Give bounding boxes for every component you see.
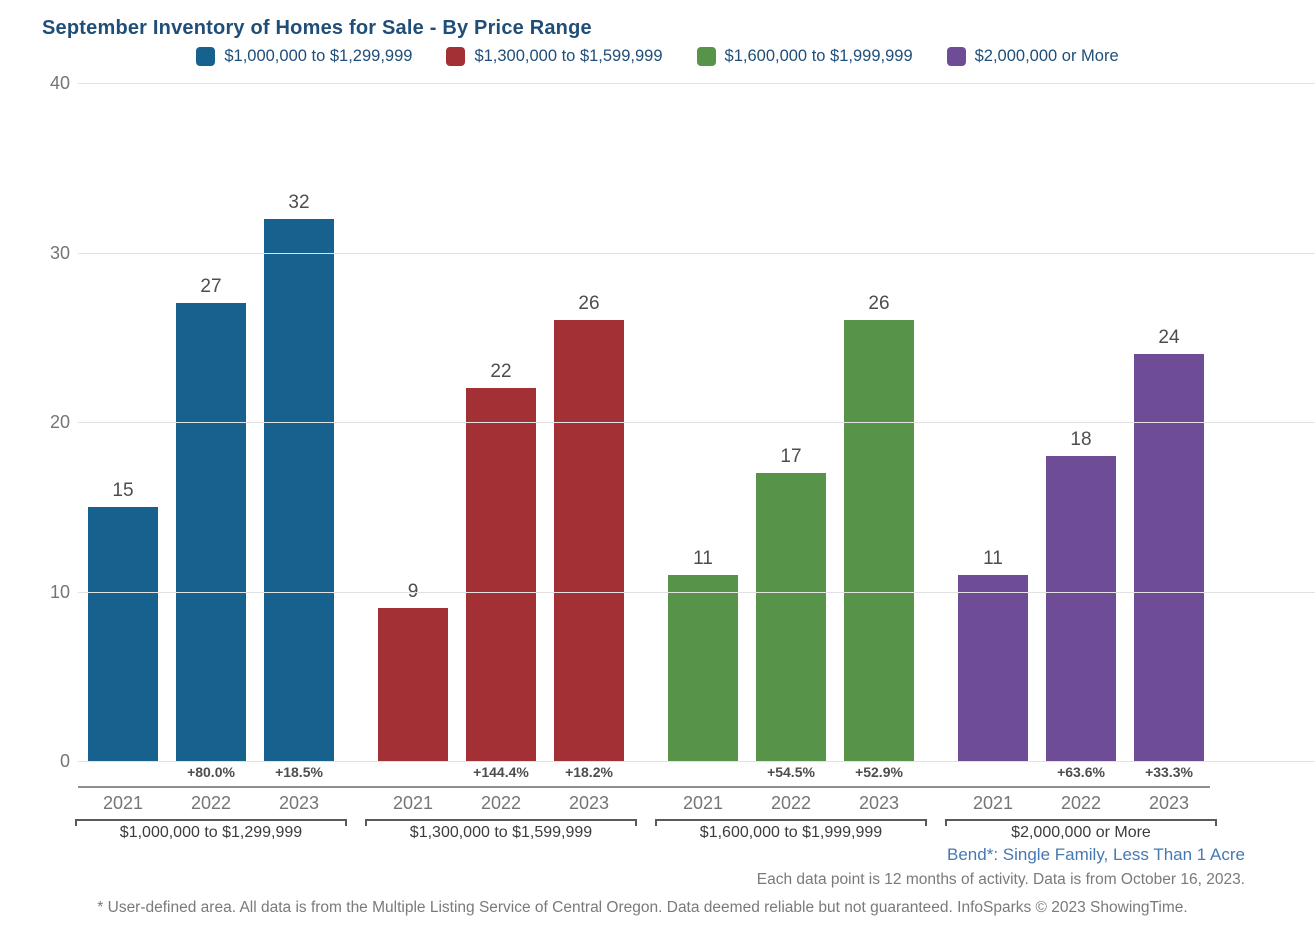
pct-change-label: +144.4% — [473, 764, 529, 780]
legend-item-label: $1,000,000 to $1,299,999 — [224, 47, 413, 65]
bar-2021-group1[interactable] — [88, 507, 158, 761]
bar-value-label: 27 — [200, 276, 222, 298]
year-label: 2021 — [972, 793, 1014, 813]
bar-2021-group2[interactable] — [378, 608, 448, 761]
legend-item-label: $1,600,000 to $1,999,999 — [724, 47, 913, 65]
pct-change-label: +63.6% — [1057, 764, 1105, 780]
pct-change-label: +52.9% — [855, 764, 903, 780]
y-axis-tick-label: 40 — [49, 73, 70, 93]
year-label: 2023 — [858, 793, 900, 813]
group-price-range-label: $1,000,000 to $1,299,999 — [119, 824, 303, 841]
bar-value-label: 11 — [693, 547, 713, 569]
bar-value-label: 26 — [868, 293, 890, 315]
legend-item-2[interactable] — [446, 47, 662, 66]
year-label: 2022 — [190, 793, 232, 813]
pct-change-label: +80.0% — [187, 764, 235, 780]
bar-2023-group1[interactable] — [264, 219, 334, 761]
data-note: Each data point is 12 months of activity. Data is from October 16, 2023. — [756, 871, 1245, 888]
legend-item-1[interactable] — [196, 47, 412, 66]
chart-title: September Inventory of Homes for Sale - By Price Range — [42, 17, 592, 39]
bar-2021-group3[interactable] — [668, 575, 738, 761]
legend — [0, 47, 1315, 66]
year-label: 2022 — [1060, 793, 1102, 813]
legend-swatch-icon — [446, 47, 465, 66]
pct-change-label: +18.2% — [565, 764, 613, 780]
bar-value-label: 22 — [490, 361, 512, 383]
bar-value-label: 15 — [112, 479, 134, 501]
gridline-y40 — [78, 83, 1315, 84]
legend-item-3[interactable] — [697, 47, 913, 66]
bar-value-label: 26 — [578, 293, 600, 315]
year-label: 2023 — [568, 793, 610, 813]
bar-2022-group2[interactable] — [466, 388, 536, 761]
bar-value-label: 18 — [1070, 428, 1092, 450]
gridline-y0 — [78, 761, 1315, 762]
bar-2023-group2[interactable] — [554, 320, 624, 761]
group-price-range-label: $2,000,000 or More — [1011, 824, 1151, 841]
legend-swatch-icon — [947, 47, 966, 66]
bar-value-label: 17 — [780, 445, 802, 467]
legend-item-label: $1,300,000 to $1,599,999 — [474, 47, 663, 65]
bar-2023-group3[interactable] — [844, 320, 914, 761]
year-label: 2023 — [278, 793, 320, 813]
bar-value-label: 11 — [983, 547, 1003, 569]
gridline-y20 — [78, 422, 1315, 423]
year-label: 2021 — [392, 793, 434, 813]
bar-2022-group4[interactable] — [1046, 456, 1116, 761]
legend-swatch-icon — [697, 47, 716, 66]
y-axis-tick-label: 20 — [49, 412, 70, 432]
year-label: 2021 — [682, 793, 724, 813]
bar-value-label: 24 — [1158, 327, 1180, 349]
bar-2022-group1[interactable] — [176, 303, 246, 761]
bar-2023-group4[interactable] — [1134, 354, 1204, 761]
bar-2021-group4[interactable] — [958, 575, 1028, 761]
x-axis-line — [78, 786, 1210, 788]
area-note: Bend*: Single Family, Less Than 1 Acre — [947, 845, 1245, 864]
year-label: 2021 — [102, 793, 144, 813]
year-label: 2022 — [770, 793, 812, 813]
y-axis-tick-label: 30 — [49, 242, 70, 263]
legend-item-4[interactable] — [947, 47, 1119, 66]
year-label: 2023 — [1148, 793, 1190, 813]
disclaimer: * User-defined area. All data is from the Multiple Listing Service of Central Oregon. Data deemed reliable but not guaranteed. InfoSparks © 2023 ShowingTime. — [97, 899, 1188, 916]
legend-swatch-icon — [196, 47, 215, 66]
group-price-range-label: $1,600,000 to $1,999,999 — [699, 824, 883, 841]
pct-change-label: +18.5% — [275, 764, 323, 780]
group-price-range-label: $1,300,000 to $1,599,999 — [409, 824, 593, 841]
bar-2022-group3[interactable] — [756, 473, 826, 761]
pct-change-label: +33.3% — [1145, 764, 1193, 780]
legend-item-label: $2,000,000 or More — [974, 47, 1119, 65]
pct-change-label: +54.5% — [767, 764, 815, 780]
y-axis-tick-label: 0 — [59, 751, 70, 771]
year-label: 2022 — [480, 793, 522, 813]
gridline-y30 — [78, 253, 1315, 254]
gridline-y10 — [78, 592, 1315, 593]
bar-value-label: 32 — [288, 191, 310, 213]
y-axis-tick-label: 10 — [49, 581, 70, 602]
